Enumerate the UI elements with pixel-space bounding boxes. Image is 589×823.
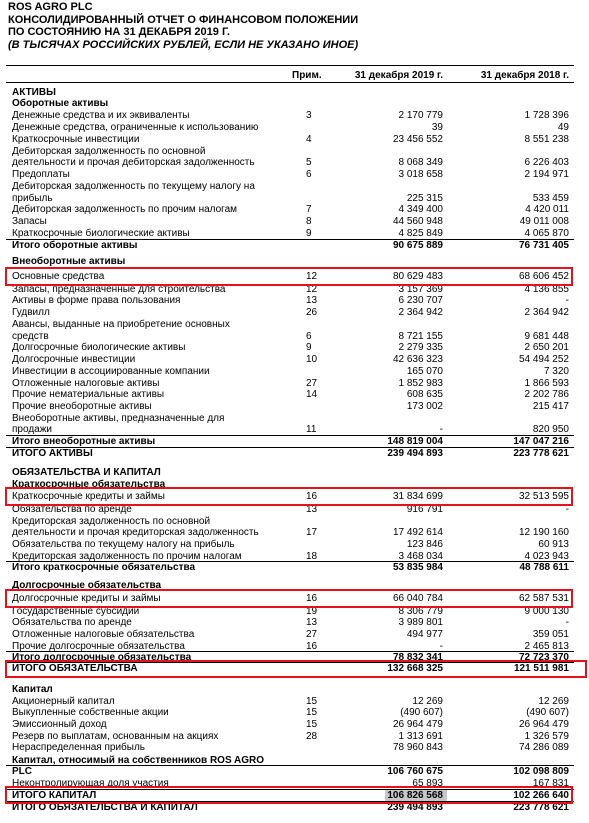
row-label: Нераспределенная прибыль — [12, 742, 146, 753]
table-row — [0, 562, 589, 573]
value-2018: 48 788 611 — [519, 562, 569, 573]
value-2018: 26 964 479 — [518, 719, 569, 730]
value-2018: 76 731 405 — [518, 240, 569, 251]
table-row — [0, 401, 589, 412]
table-row — [0, 169, 589, 180]
table-row — [0, 204, 589, 215]
value-2019: 239 494 893 — [387, 448, 443, 459]
table-row — [0, 181, 589, 192]
row-label: Кредиторская задолженность по прочим налогам — [12, 551, 242, 562]
value-2019: 26 964 479 — [392, 719, 443, 730]
row-label: Резерв по выплатам, основанным на акциях — [12, 731, 219, 742]
table-row — [0, 342, 589, 353]
header-rule — [6, 65, 574, 66]
row-label: Обязательства по текущему налогу на прибыль — [12, 539, 235, 550]
row-note: 9 — [306, 228, 312, 239]
table-row — [0, 742, 589, 753]
row-label: Государственные субсидии — [12, 606, 140, 617]
row-note: 14 — [306, 389, 318, 400]
row-note: 27 — [306, 378, 318, 389]
value-2019: 165 070 — [406, 366, 443, 377]
value-2018: 4 420 011 — [525, 204, 569, 215]
value-2018: 49 011 008 — [519, 216, 569, 227]
value-2019: 106 760 675 — [387, 766, 443, 777]
row-note: 15 — [306, 719, 318, 730]
row-label: Капитал, относимый на собственников ROS AGRO — [12, 755, 265, 766]
row-label: Кредиторская задолженность по основной — [12, 516, 211, 527]
table-row — [0, 436, 589, 447]
row-label: Внеоборотные активы, предназначенные для — [12, 413, 225, 424]
value-2019: 239 494 893 — [387, 802, 443, 813]
row-label: Долгосрочные инвестиции — [12, 354, 136, 365]
value-2019: 2 279 335 — [398, 342, 443, 353]
row-label: Обязательства по аренде — [12, 617, 132, 628]
value-2019: 132 668 325 — [387, 663, 443, 674]
value-2018: 9 000 130 — [524, 606, 569, 617]
value-2019: - — [439, 424, 443, 435]
table-row — [0, 295, 589, 306]
row-label: Обязательства по аренде — [12, 504, 132, 515]
value-2019: 65 893 — [412, 778, 443, 789]
row-label: Инвестиции в ассоциированные компании — [12, 366, 210, 377]
value-2018: 4 023 943 — [524, 551, 569, 562]
value-2019: 8 306 779 — [398, 606, 443, 617]
value-2018: - — [565, 504, 569, 515]
row-label: ИТОГО ОБЯЗАТЕЛЬСТВА — [12, 663, 138, 674]
row-label: Запасы — [12, 216, 47, 227]
value-2018: 121 511 981 — [513, 663, 569, 674]
row-note: 8 — [306, 216, 312, 227]
report-title: КОНСОЛИДИРОВАННЫЙ ОТЧЕТ О ФИНАНСОВОМ ПОЛОЖЕНИИ — [8, 13, 359, 26]
table-row — [0, 539, 589, 550]
row-label: Долгосрочные биологические активы — [12, 342, 186, 353]
value-2019: 148 819 004 — [387, 436, 443, 447]
total-rule — [6, 561, 574, 562]
value-2018: 215 417 — [532, 401, 569, 412]
table-row — [0, 228, 589, 239]
value-2018: 102 098 809 — [513, 766, 569, 777]
value-2018: 68 606 452 — [518, 271, 569, 282]
table-row — [0, 766, 589, 777]
table-row — [0, 731, 589, 742]
row-note: 6 — [306, 169, 312, 180]
row-note: 15 — [306, 707, 318, 718]
row-label: деятельности и прочая дебиторская задолженность — [12, 157, 255, 168]
value-2018: 72 723 370 — [518, 652, 569, 663]
value-2019: 123 846 — [406, 539, 443, 550]
row-note: 3 — [306, 110, 312, 121]
value-2018: 359 051 — [532, 629, 569, 640]
row-label: ОБЯЗАТЕЛЬСТВА И КАПИТАЛ — [12, 467, 161, 478]
table-row — [0, 617, 589, 628]
row-label: PLC — [12, 766, 32, 777]
row-note: 19 — [306, 606, 318, 617]
table-row — [0, 378, 589, 389]
value-2018: 49 — [557, 122, 569, 133]
row-label: деятельности и прочая кредиторская задолженность — [12, 527, 259, 538]
value-2018: - — [565, 617, 569, 628]
row-label: Долгосрочные обязательства — [12, 580, 162, 591]
table-row — [0, 719, 589, 730]
table-row — [0, 413, 589, 424]
row-label: Отложенные налоговые активы — [12, 378, 160, 389]
value-2019: 4 825 849 — [398, 228, 443, 239]
table-row — [0, 684, 589, 695]
value-2019: 1 852 983 — [398, 378, 443, 389]
row-note: 5 — [306, 157, 312, 168]
row-label: ИТОГО АКТИВЫ — [12, 448, 93, 459]
value-2018: 62 587 531 — [518, 593, 569, 604]
row-note: 13 — [306, 617, 318, 628]
value-2019: 12 269 — [412, 696, 443, 707]
value-2018: 54 494 252 — [518, 354, 569, 365]
value-2019: - — [439, 641, 443, 652]
value-2018: 223 778 621 — [513, 448, 569, 459]
row-note: 7 — [306, 204, 312, 215]
row-label: Прочие внеоборотные активы — [12, 401, 152, 412]
total-rule — [6, 435, 574, 436]
value-2018: 533 459 — [532, 193, 569, 204]
row-note: 11 — [306, 424, 317, 435]
value-2018: 12 269 — [538, 696, 569, 707]
row-label: Итого внеоборотные активы — [12, 436, 156, 447]
value-2019: 3 157 369 — [398, 284, 443, 295]
table-row — [0, 331, 589, 342]
value-2018: 7 320 — [543, 366, 569, 377]
value-2019: 31 834 699 — [392, 491, 443, 502]
value-2019: 17 492 614 — [392, 527, 443, 538]
value-2018: 60 913 — [538, 539, 569, 550]
value-2018: (490 607) — [526, 707, 569, 718]
value-2019: 225 315 — [406, 193, 443, 204]
table-row — [0, 467, 589, 478]
row-label: Капитал — [12, 684, 53, 695]
row-label: Эмиссионный доход — [12, 719, 107, 730]
row-label: Итого долгосрочные обязательства — [12, 652, 192, 663]
value-2018: 1 326 579 — [524, 731, 569, 742]
col-2019: 31 декабря 2019 г. — [354, 70, 443, 81]
table-row — [0, 527, 589, 538]
row-label: Запасы, предназначенные для строительства — [12, 284, 226, 295]
table-row — [0, 516, 589, 527]
row-label: Гудвилл — [12, 307, 50, 318]
value-2018: 74 286 089 — [518, 742, 569, 753]
table-row — [0, 354, 589, 365]
column-rule — [6, 82, 574, 83]
row-label: Прочие долгосрочные обязательства — [12, 641, 185, 652]
table-row — [0, 122, 589, 133]
row-note: 18 — [306, 551, 318, 562]
row-note: 16 — [306, 491, 318, 502]
value-2018: 4 136 855 — [524, 284, 569, 295]
table-row — [0, 424, 589, 435]
row-label: Денежные средства, ограниченные к использованию — [12, 122, 259, 133]
value-2018: 2 650 201 — [524, 342, 569, 353]
value-2019: 78 960 843 — [392, 742, 443, 753]
row-label: Краткосрочные инвестиции — [12, 134, 140, 145]
value-2018: 2 465 813 — [524, 641, 569, 652]
row-label: Денежные средства и их эквиваленты — [12, 110, 190, 121]
value-2018: 32 513 595 — [518, 491, 569, 502]
report-header — [8, 1, 358, 51]
value-2019: 1 313 691 — [398, 731, 443, 742]
table-row — [0, 110, 589, 121]
row-note: 12 — [306, 271, 318, 282]
value-2018: 2 194 971 — [524, 169, 569, 180]
value-2018: 4 065 870 — [524, 228, 569, 239]
value-2019: 8 721 155 — [398, 331, 443, 342]
row-label: Дебиторская задолженность по прочим налогам — [12, 204, 238, 215]
value-2018: 167 831 — [532, 778, 569, 789]
value-2018: 6 226 403 — [524, 157, 569, 168]
value-2019: 39 — [431, 122, 443, 133]
value-2018: 2 202 786 — [524, 389, 569, 400]
row-note: 26 — [306, 307, 318, 318]
row-note: 12 — [306, 284, 318, 295]
highlight-total-equity — [5, 786, 573, 804]
table-row — [0, 256, 589, 267]
value-2019: 23 456 552 — [392, 134, 443, 145]
value-2019: 3 468 034 — [398, 551, 443, 562]
row-label: Краткосрочные обязательства — [12, 479, 166, 490]
row-label: Итого краткосрочные обязательства — [12, 562, 196, 573]
value-2018: 1 866 593 — [524, 378, 569, 389]
value-2019: 90 675 889 — [392, 240, 443, 251]
value-2018: - — [565, 295, 569, 306]
row-label: Краткосрочные биологические активы — [12, 228, 190, 239]
row-label: ИТОГО ОБЯЗАТЕЛЬСТВА И КАПИТАЛ — [12, 802, 198, 813]
table-row — [0, 240, 589, 251]
table-row — [0, 146, 589, 157]
highlight-fixed-assets — [5, 267, 573, 286]
row-label: Акционерный капитал — [12, 696, 115, 707]
value-2019: 916 791 — [406, 504, 443, 515]
table-row — [0, 157, 589, 168]
highlight-short-term-loans — [5, 487, 573, 506]
value-2019: 53 835 984 — [392, 562, 443, 573]
row-note: 4 — [306, 134, 312, 145]
company-name: ROS AGRO PLC — [8, 1, 93, 13]
table-row — [0, 448, 589, 459]
row-label: Долгосрочные кредиты и займы — [12, 593, 161, 604]
col-note: Прим. — [292, 70, 322, 81]
value-2019: 66 040 784 — [392, 593, 443, 604]
table-row — [0, 629, 589, 640]
value-2018: 8 551 238 — [524, 134, 569, 145]
table-row — [0, 366, 589, 377]
row-label: АКТИВЫ — [12, 87, 56, 98]
total-rule — [6, 239, 574, 240]
row-label: Неконтролирующая доля участия — [12, 778, 169, 789]
table-row — [0, 216, 589, 227]
value-2018: 2 364 942 — [524, 307, 569, 318]
value-2019: 42 636 323 — [392, 354, 443, 365]
value-2019: 608 635 — [406, 389, 443, 400]
row-note: 17 — [306, 527, 318, 538]
row-note: 28 — [306, 731, 318, 742]
value-2019: 80 629 483 — [392, 271, 443, 282]
column-headers — [0, 70, 589, 81]
row-note: 10 — [306, 354, 318, 365]
table-row — [0, 319, 589, 330]
table-row — [0, 134, 589, 145]
value-2018: 820 950 — [532, 424, 569, 435]
row-label: средств — [12, 331, 49, 342]
row-label: Основные средства — [12, 271, 105, 282]
row-note: 15 — [306, 696, 318, 707]
table-row — [0, 389, 589, 400]
highlight-total-liabilities — [5, 660, 587, 678]
table-row — [0, 98, 589, 109]
row-note: 16 — [306, 593, 318, 604]
row-label: Отложенные налоговые обязательства — [12, 629, 195, 640]
row-note: 16 — [306, 641, 318, 652]
row-label: Предоплаты — [12, 169, 70, 180]
row-note: 13 — [306, 504, 318, 515]
total-rule — [6, 651, 574, 652]
row-note: 6 — [306, 331, 312, 342]
row-label: Активы в форме права пользования — [12, 295, 181, 306]
value-2019: 8 068 349 — [398, 157, 443, 168]
row-label: Оборотные активы — [12, 98, 109, 109]
row-label: прибыль — [12, 193, 53, 204]
table-row — [0, 87, 589, 98]
value-2018: 1 728 396 — [524, 110, 569, 121]
col-2018: 31 декабря 2018 г. — [480, 70, 569, 81]
row-label: ИТОГО КАПИТАЛ — [12, 790, 97, 801]
report-units: (В ТЫСЯЧАХ РОССИЙСКИХ РУБЛЕЙ, ЕСЛИ НЕ УКАЗАНО ИНОЕ) — [8, 38, 359, 51]
row-label: Авансы, выданные на приобретение основных — [12, 319, 230, 330]
row-label: Дебиторская задолженность по текущему налогу на — [12, 181, 255, 192]
row-label: продажи — [12, 424, 52, 435]
value-2019: 44 560 948 — [392, 216, 443, 227]
value-2018: 223 778 621 — [513, 802, 569, 813]
row-note: 27 — [306, 629, 318, 640]
row-label: Выкупленные собственные акции — [12, 707, 169, 718]
value-2019: 6 230 707 — [398, 295, 443, 306]
value-2019: 3 989 801 — [398, 617, 443, 628]
value-2018: 102 266 640 — [513, 790, 569, 801]
value-2018: 12 190 160 — [518, 527, 569, 538]
value-2019: 106 826 568 — [387, 790, 443, 801]
total-rule — [6, 765, 574, 766]
table-row — [0, 707, 589, 718]
table-row — [0, 193, 589, 204]
value-2018: 9 681 448 — [524, 331, 569, 342]
value-2019: (490 607) — [400, 707, 443, 718]
value-2019: 494 977 — [406, 629, 443, 640]
row-label: Прочие нематериальные активы — [12, 389, 165, 400]
value-2019: 78 832 341 — [392, 652, 443, 663]
value-2018: 147 047 216 — [513, 436, 569, 447]
total-rule — [6, 447, 574, 448]
value-2019: 4 349 400 — [398, 204, 443, 215]
row-label: Краткосрочные кредиты и займы — [12, 491, 165, 502]
report-date: ПО СОСТОЯНИЮ НА 31 ДЕКАБРЯ 2019 Г. — [8, 26, 230, 38]
row-label: Внеоборотные активы — [12, 256, 126, 267]
row-label: Итого оборотные активы — [12, 240, 138, 251]
row-note: 9 — [306, 342, 312, 353]
highlight-long-term-loans — [5, 589, 573, 608]
table-row — [0, 307, 589, 318]
table-row — [0, 696, 589, 707]
value-2019: 3 018 658 — [398, 169, 443, 180]
value-2019: 2 170 779 — [398, 110, 443, 121]
value-2019: 2 364 942 — [398, 307, 443, 318]
row-label: Дебиторская задолженность по основной — [12, 146, 206, 157]
row-note: 13 — [306, 295, 318, 306]
value-2019: 173 002 — [406, 401, 443, 412]
